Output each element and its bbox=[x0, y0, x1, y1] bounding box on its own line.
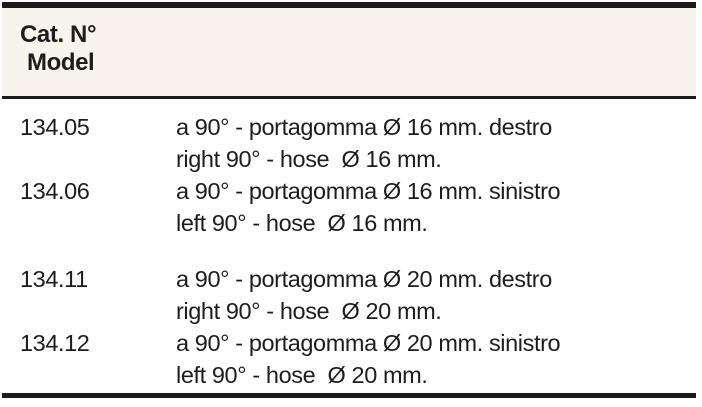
product-code: 134.05 bbox=[20, 114, 90, 140]
catalog-table bbox=[2, 2, 696, 398]
product-group-16mm bbox=[2, 111, 696, 239]
table-row bbox=[2, 175, 696, 239]
product-description bbox=[176, 175, 696, 239]
description-english: left 90° - hose Ø 16 mm. bbox=[176, 210, 428, 236]
description-italian: a 90° - portagomma Ø 20 mm. sinistro bbox=[176, 330, 561, 356]
description-english: right 90° - hose Ø 20 mm. bbox=[176, 298, 442, 324]
description-italian: a 90° - portagomma Ø 16 mm. destro bbox=[176, 114, 552, 140]
table-row bbox=[2, 327, 696, 391]
table-body bbox=[2, 99, 696, 393]
table-header bbox=[2, 8, 696, 96]
product-code: 134.06 bbox=[20, 178, 90, 204]
product-description bbox=[176, 263, 696, 327]
product-code: 134.11 bbox=[20, 266, 88, 292]
description-italian: a 90° - portagomma Ø 16 mm. sinistro bbox=[176, 178, 561, 204]
description-english: left 90° - hose Ø 20 mm. bbox=[176, 362, 428, 388]
bottom-rule bbox=[2, 393, 696, 398]
description-english: right 90° - hose Ø 16 mm. bbox=[176, 146, 442, 172]
group-gap bbox=[2, 239, 696, 263]
product-description bbox=[176, 327, 696, 391]
table-row bbox=[2, 111, 696, 175]
product-group-20mm bbox=[2, 263, 696, 391]
product-description bbox=[176, 111, 696, 175]
product-code: 134.12 bbox=[20, 330, 90, 356]
table-row bbox=[2, 263, 696, 327]
header-cat-no-label: Cat. N° bbox=[20, 21, 97, 48]
header-model-label: Model bbox=[27, 49, 95, 76]
description-italian: a 90° - portagomma Ø 20 mm. destro bbox=[176, 266, 552, 292]
